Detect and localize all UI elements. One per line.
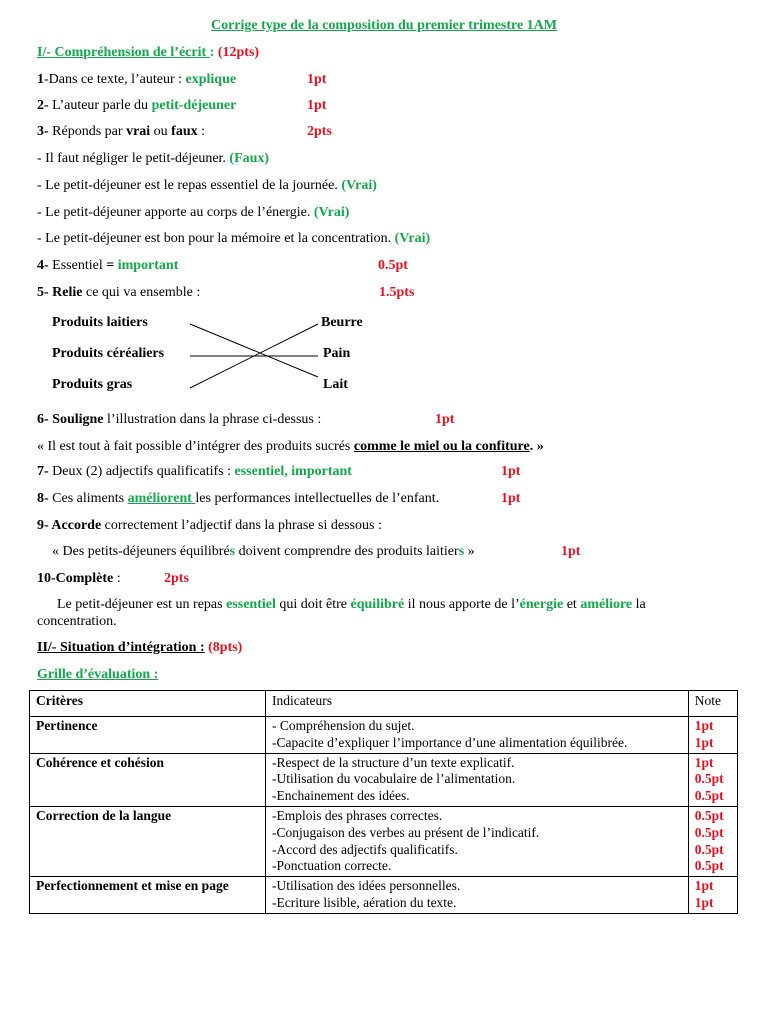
- q2-points: 1pt: [307, 98, 327, 113]
- q5-points: 1.5pts: [379, 285, 415, 300]
- table-row: [30, 877, 738, 914]
- grille-heading: Grille d’évaluation :: [37, 667, 159, 682]
- note-cell: 0.5pt 0.5pt 0.5pt 0.5pt: [688, 806, 737, 876]
- table-row: [30, 806, 738, 876]
- q7-points: 1pt: [501, 464, 521, 479]
- q3-item: - Il faut négliger le petit-déjeuner. (Faux): [37, 151, 270, 166]
- q3-item: - Le petit-déjeuner est bon pour la mémoire et la concentration. (Vrai): [37, 231, 431, 246]
- table-header-row: [30, 691, 738, 717]
- q6-sentence: « Il est tout à fait possible d’intégrer des produits sucrés comme le miel ou la confiture. »: [37, 439, 544, 454]
- critere-cell: Cohérence et cohésion: [30, 753, 266, 806]
- match-line-laitiers-lait: [190, 324, 318, 377]
- question-2: 2- L’auteur parle du petit-déjeuner: [37, 98, 237, 113]
- q4-points: 0.5pt: [378, 258, 408, 273]
- question-8: 8- Ces aliments améliorent les performances intellectuelles de l’enfant.: [37, 491, 440, 506]
- question-9: 9- Accorde correctement l’adjectif dans la phrase si dessous :: [37, 518, 382, 533]
- match-right-item: Beurre: [321, 315, 363, 330]
- question-6: 6- Souligne l’illustration dans la phrase ci-dessus :: [37, 412, 322, 427]
- header-criteres: Critères: [30, 691, 266, 717]
- q10-points: 2pts: [164, 571, 189, 586]
- q10-text-line2: concentration.: [37, 614, 117, 629]
- q6-points: 1pt: [435, 412, 455, 427]
- indicateurs-cell: - Compréhension du sujet. -Capacite d’expliquer l’importance d’une alimentation équilibrée.: [266, 717, 689, 754]
- q8-points: 1pt: [501, 491, 521, 506]
- q1-points: 1pt: [307, 72, 327, 87]
- note-cell: 1pt 1pt: [688, 717, 737, 754]
- section2-heading: II/- Situation d’intégration : (8pts): [37, 640, 243, 655]
- table-row: [30, 753, 738, 806]
- evaluation-table: [29, 690, 738, 914]
- match-lines: [0, 0, 768, 420]
- note-cell: 1pt 0.5pt 0.5pt: [688, 753, 737, 806]
- question-5: 5- Relie ce qui va ensemble :: [37, 285, 201, 300]
- question-3: 3- Réponds par vrai ou faux :: [37, 124, 206, 139]
- indicateurs-cell: -Respect de la structure d’un texte explicatif. -Utilisation du vocabulaire de l’alimentation. -Enchainement des idées.: [266, 753, 689, 806]
- q3-item: - Le petit-déjeuner est le repas essentiel de la journée. (Vrai): [37, 178, 377, 193]
- q10-text: Le petit-déjeuner est un repas essentiel qui doit être équilibré il nous apporte de l’énergie et améliore la: [57, 597, 646, 612]
- q9-points: 1pt: [561, 544, 581, 559]
- indicateurs-cell: -Emplois des phrases correctes. -Conjugaison des verbes au présent de l’indicatif. -Accord des adjectifs qualificatifs. -Ponctuation correcte.: [266, 806, 689, 876]
- q3-points: 2pts: [307, 124, 332, 139]
- q9-sentence: « Des petits-déjeuners équilibrés doivent comprendre des produits laitiers »: [52, 544, 475, 559]
- match-left-item: Produits laitiers: [52, 315, 148, 330]
- question-7: 7- Deux (2) adjectifs qualificatifs : essentiel, important: [37, 464, 352, 479]
- match-right-item: Lait: [323, 377, 348, 392]
- match-left-item: Produits gras: [52, 377, 133, 392]
- critere-cell: Correction de la langue: [30, 806, 266, 876]
- match-right-item: Pain: [323, 346, 351, 361]
- page-title: Corrige type de la composition du premier trimestre 1AM: [210, 18, 558, 33]
- question-1: 1-Dans ce texte, l’auteur : explique: [37, 72, 237, 87]
- table-row: [30, 717, 738, 754]
- indicateurs-cell: -Utilisation des idées personnelles. -Ecriture lisible, aération du texte.: [266, 877, 689, 914]
- header-indicateurs: Indicateurs: [266, 691, 689, 717]
- header-note: Note: [688, 691, 737, 717]
- match-left-item: Produits céréaliers: [52, 346, 165, 361]
- critere-cell: Pertinence: [30, 717, 266, 754]
- section1-heading: I/- Compréhension de l’écrit : (12pts): [37, 45, 260, 60]
- question-4: 4- Essentiel = important: [37, 258, 179, 273]
- critere-cell: Perfectionnement et mise en page: [30, 877, 266, 914]
- note-cell: 1pt 1pt: [688, 877, 737, 914]
- q3-item: - Le petit-déjeuner apporte au corps de l’énergie. (Vrai): [37, 205, 350, 220]
- question-10: 10-Complète :: [37, 571, 121, 586]
